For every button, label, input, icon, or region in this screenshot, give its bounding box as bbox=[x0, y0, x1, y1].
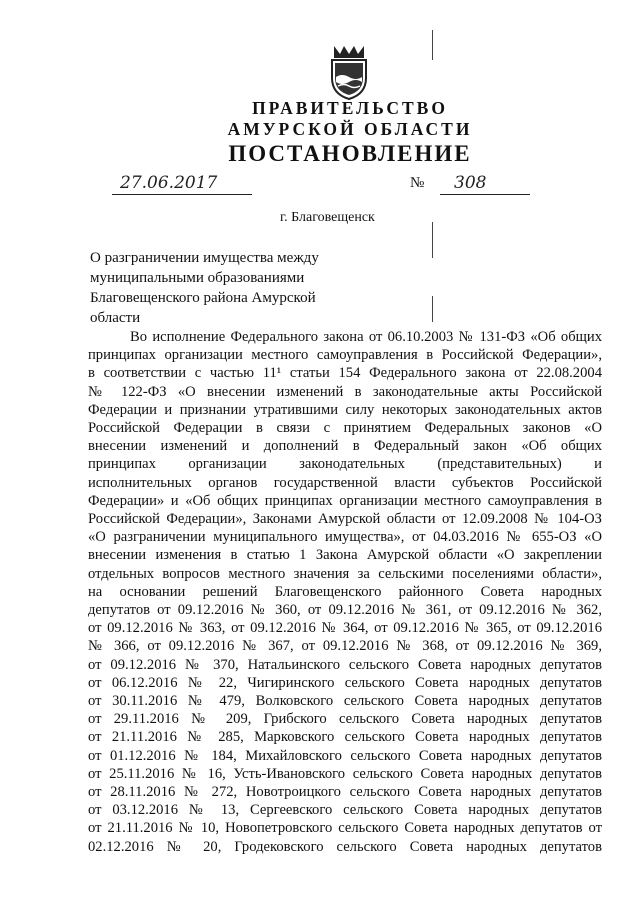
date-field bbox=[112, 175, 252, 195]
number-label: № bbox=[410, 175, 425, 191]
scan-margin-mark bbox=[432, 296, 433, 322]
body-line: от 03.12.2016 № 13, Сергеевского сельского Совета народных депутатов bbox=[88, 802, 602, 819]
body-line: от 28.11.2016 № 272, Новотроицкого сельского Совета народных депутатов bbox=[88, 784, 602, 801]
body-line: Федерации и признании утратившими силу некоторых законодательных актов bbox=[88, 401, 602, 418]
body-line: от 29.11.2016 № 209, Грибского сельского Совета народных депутатов bbox=[88, 711, 602, 728]
body-line: отдельных вопросов местного значения за сельскими поселениями области», bbox=[88, 565, 602, 582]
scan-margin-mark bbox=[432, 222, 433, 258]
number-field bbox=[440, 175, 530, 195]
body-line: от 25.11.2016 № 16, Усть-Ивановского сельского Совета народных депутатов bbox=[88, 765, 602, 782]
handwritten-date: 27.06.2017 bbox=[120, 173, 218, 193]
body-line: Российской Федерации», Законами Амурской области от 12.09.2008 № 104-ОЗ bbox=[88, 511, 602, 528]
body-line: от 21.11.2016 № 10, Новопетровского сельского Совета народных депутатов от bbox=[88, 820, 602, 837]
document-type-title: ПОСТАНОВЛЕНИЕ bbox=[228, 141, 472, 166]
body-line: № 122-ФЗ «О внесении изменений в законодательные акты Российской bbox=[88, 383, 602, 400]
body-line: принципах организации местного самоуправления в Российской Федерации», bbox=[88, 347, 602, 364]
body-line: внесении изменений и дополнений в Федеральный закон «Об общих bbox=[88, 438, 602, 455]
body-line: исполнительных органов государственной власти субъектов Российской bbox=[88, 474, 602, 491]
org-name-line1: ПРАВИТЕЛЬСТВО bbox=[252, 98, 448, 118]
body-line: от 01.12.2016 № 184, Михайловского сельского Совета народных депутатов bbox=[88, 747, 602, 764]
body-line: в соответствии с частью 11¹ статьи 154 Федерального закона от 22.08.2004 bbox=[88, 365, 602, 382]
body-line: принципах организации законодательных (представительных) и bbox=[88, 456, 602, 473]
amur-region-coat-of-arms-icon bbox=[326, 44, 372, 100]
document-subject bbox=[90, 248, 350, 328]
subject-line: О разграничении имущества между bbox=[90, 250, 319, 266]
body-line: от 21.11.2016 № 285, Марковского сельского Совета народных депутатов bbox=[88, 729, 602, 746]
body-line: от 09.12.2016 № 370, Натальинского сельского Совета народных депутатов bbox=[88, 656, 602, 673]
body-line: 02.12.2016 № 20, Гродековского сельского Совета народных депутатов bbox=[88, 838, 602, 855]
body-line: «О разграничении муниципального имущества», от 04.03.2016 № 655-ОЗ «О bbox=[88, 529, 602, 546]
body-line: от 09.12.2016 № 363, от 09.12.2016 № 364, от 09.12.2016 № 365, от 09.12.2016 bbox=[88, 620, 602, 637]
body-line: Во исполнение Федерального закона от 06.10.2003 № 131-ФЗ «Об общих bbox=[130, 329, 602, 345]
subject-line: области bbox=[90, 310, 141, 326]
subject-line: Благовещенского района Амурской bbox=[90, 290, 316, 306]
body-line: Федерации» и «Об общих принципах организации местного самоуправления в bbox=[88, 492, 602, 509]
city-line: г. Благовещенск bbox=[280, 210, 375, 225]
org-name-line2: АМУРСКОЙ ОБЛАСТИ bbox=[227, 119, 473, 139]
body-line: от 06.12.2016 № 22, Чигиринского сельского Совета народных депутатов bbox=[88, 674, 602, 691]
body-line: внесении изменения в статью 1 Закона Амурской области «О закреплении bbox=[88, 547, 602, 564]
document-body bbox=[88, 328, 602, 856]
subject-line: муниципальными образованиями bbox=[90, 270, 305, 286]
body-line: депутатов от 09.12.2016 № 360, от 09.12.2016 № 361, от 09.12.2016 № 362, bbox=[88, 602, 602, 619]
scan-margin-mark bbox=[432, 30, 433, 60]
body-line: № 366, от 09.12.2016 № 367, от 09.12.2016 № 368, от 09.12.2016 № 369, bbox=[88, 638, 602, 655]
body-line: на основании решений Благовещенского районного Совета народных bbox=[88, 583, 602, 600]
body-line: от 30.11.2016 № 479, Волковского сельского Совета народных депутатов bbox=[88, 693, 602, 710]
body-line: Российской Федерации в связи с принятием Федеральных законов «О bbox=[88, 420, 602, 437]
handwritten-number: 308 bbox=[454, 173, 487, 193]
